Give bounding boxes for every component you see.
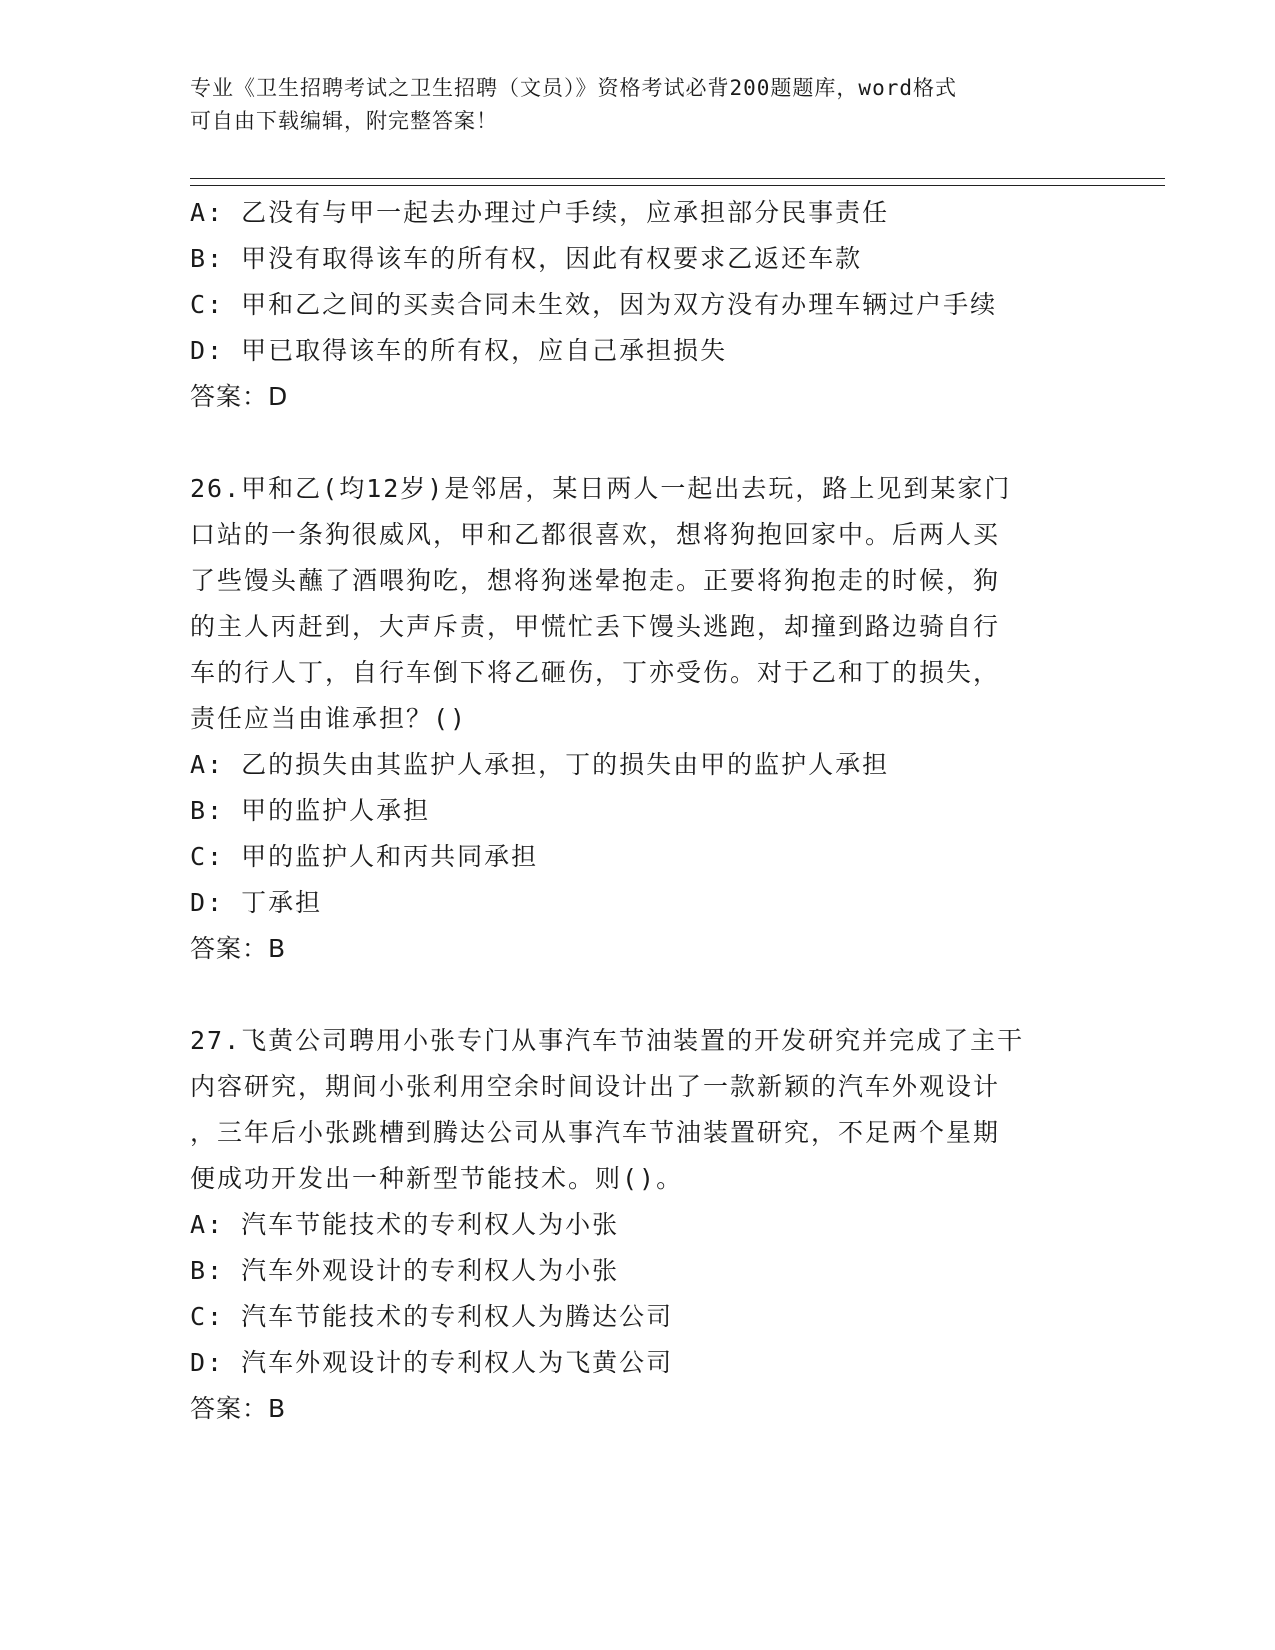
option-c: C: 汽车节能技术的专利权人为腾达公司 <box>190 1302 674 1331</box>
option-c: C: 甲的监护人和丙共同承担 <box>190 842 539 871</box>
option-a: A: 乙没有与甲一起去办理过户手续，应承担部分民事责任 <box>190 198 890 227</box>
question-27 <box>190 1018 1090 1432</box>
question-stem-line: 口站的一条狗很威风，甲和乙都很喜欢，想将狗抱回家中。后两人买 <box>190 520 1001 549</box>
option-d: D: 汽车外观设计的专利权人为飞黄公司 <box>190 1348 674 1377</box>
option-b: B: 甲没有取得该车的所有权，因此有权要求乙返还车款 <box>190 244 863 273</box>
header-divider <box>190 178 1165 186</box>
question-stem-line: 27.飞黄公司聘用小张专门从事汽车节油装置的开发研究并完成了主干 <box>190 1026 1025 1055</box>
answer-label: 答案：D <box>190 382 289 411</box>
option-c: C: 甲和乙之间的买卖合同未生效，因为双方没有办理车辆过户手续 <box>190 290 998 319</box>
document-header <box>190 72 1090 138</box>
option-a: A: 汽车节能技术的专利权人为小张 <box>190 1210 620 1239</box>
question-stem-line: 26.甲和乙(均12岁)是邻居，某日两人一起出去玩，路上见到某家门 <box>190 474 1012 503</box>
option-d: D: 丁承担 <box>190 888 323 917</box>
answer-label: 答案：B <box>190 1394 287 1423</box>
question-stem-line: ，三年后小张跳槽到腾达公司从事汽车节油装置研究，不足两个星期 <box>190 1118 1001 1147</box>
question-stem-line: 的主人丙赶到，大声斥责，甲慌忙丢下馒头逃跑，却撞到路边骑自行 <box>190 612 1001 641</box>
header-title-line-1: 专业《卫生招聘考试之卫生招聘（文员）》资格考试必背200题题库，word格式 <box>190 76 957 100</box>
question-stem-line: 责任应当由谁承担？() <box>190 704 468 733</box>
question-25 <box>190 190 1090 420</box>
option-b: B: 汽车外观设计的专利权人为小张 <box>190 1256 620 1285</box>
question-stem-line: 内容研究，期间小张利用空余时间设计出了一款新颖的汽车外观设计 <box>190 1072 1001 1101</box>
question-list <box>190 190 1090 1432</box>
question-spacer <box>190 972 1090 1018</box>
answer-label: 答案：B <box>190 934 287 963</box>
question-stem-line: 便成功开发出一种新型节能技术。则()。 <box>190 1164 684 1193</box>
option-a: A: 乙的损失由其监护人承担，丁的损失由甲的监护人承担 <box>190 750 890 779</box>
option-d: D: 甲已取得该车的所有权，应自己承担损失 <box>190 336 728 365</box>
question-stem-line: 了些馒头蘸了酒喂狗吃，想将狗迷晕抱走。正要将狗抱走的时候，狗 <box>190 566 1001 595</box>
question-26 <box>190 466 1090 972</box>
header-title-line-2: 可自由下载编辑，附完整答案！ <box>190 109 498 133</box>
question-stem-line: 车的行人丁，自行车倒下将乙砸伤，丁亦受伤。对于乙和丁的损失， <box>190 658 1001 687</box>
option-b: B: 甲的监护人承担 <box>190 796 431 825</box>
question-spacer <box>190 420 1090 466</box>
